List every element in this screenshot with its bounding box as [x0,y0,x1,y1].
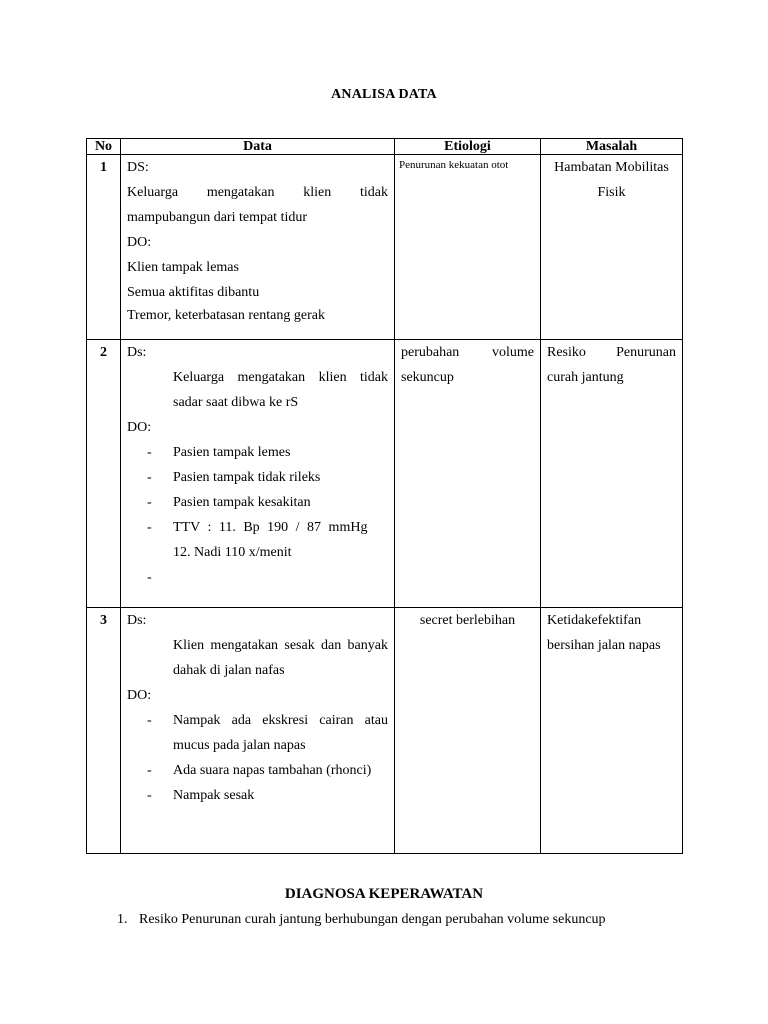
table-row [87,608,683,854]
bullet-dash: - [147,445,152,460]
ds-text: Keluarga mengatakan klien tidak mampubangun dari tempat tidur [127,185,388,225]
bullet-dash: - [147,520,152,535]
data-cell [121,608,395,854]
bullet-dash: - [147,763,152,778]
bullet-dash: - [147,470,152,485]
ds-label: Ds: [127,613,147,628]
do-label: DO: [127,235,152,250]
masalah-text: Hambatan Mobilitas Fisik [554,160,669,200]
bullet-item [127,758,388,783]
bullet-text: Nampak sesak [173,788,255,803]
diagnosa-item [117,912,606,928]
do-line: Semua aktifitas dibantu [127,285,260,300]
table-header-row [87,139,683,155]
bullet-item [127,490,388,515]
table-row [87,340,683,608]
etiologi-text: secret berlebihan [419,613,516,628]
bullet-text: Pasien tampak lemes [173,445,291,460]
vital-sign-line: 12. Nadi 110 x/menit [173,545,292,560]
header-masalah: Masalah [541,139,683,155]
bullet-dash: - [147,495,152,510]
analisa-data-table [86,138,683,854]
etiologi-cell [395,608,541,854]
bullet-item [127,465,388,490]
data-cell [121,340,395,608]
do-label: DO: [127,420,152,435]
row-number: 2 [87,340,121,608]
ds-text: Klien mengatakan sesak dan banyak dahak di jalan nafas [173,638,388,678]
do-line: Tremor, keterbatasan rentang gerak [127,308,325,323]
ds-text: Keluarga mengatakan klien tidak sadar saat dibwa ke rS [173,370,388,410]
etiologi-cell [395,340,541,608]
row-number: 1 [87,155,121,340]
masalah-text: Ketidakefektifan bersihan jalan napas [547,613,661,653]
row-number: 3 [87,608,121,854]
diagnosa-number: 1. [117,912,128,927]
ds-label: Ds: [127,345,147,360]
diagnosa-text: Resiko Penurunan curah jantung berhubungan dengan perubahan volume sekuncup [139,912,606,927]
header-no: No [87,139,121,155]
masalah-cell [541,340,683,608]
etiologi-text: perubahan volume sekuncup [401,345,534,385]
bullet-text: Ada suara napas tambahan (rhonci) [173,763,372,778]
masalah-text: Resiko Penurunan curah jantung [547,345,676,385]
bullet-text: Pasien tampak kesakitan [173,495,311,510]
ds-label: DS: [127,160,149,175]
do-label: DO: [127,688,152,703]
bullet-item [127,440,388,465]
bullet-dash: - [147,788,152,803]
bullet-text: Pasien tampak tidak rileks [173,470,321,485]
etiologi-text: Penurunan kekuatan otot [399,159,509,171]
bullet-dash: - [147,570,152,585]
header-etiologi: Etiologi [395,139,541,155]
bullet-item [127,515,388,540]
bullet-item [127,783,388,808]
bullet-item-empty [127,565,388,590]
bullet-item [127,708,388,758]
table-row [87,155,683,340]
data-cell [121,155,395,340]
bullet-text: TTV : 11. Bp 190 / 87 mmHg [173,520,368,535]
bullet-text: Nampak ada ekskresi cairan atau mucus pada jalan napas [173,713,388,753]
do-line: Klien tampak lemas [127,260,239,275]
header-data: Data [121,139,395,155]
page-title: ANALISA DATA [331,87,437,102]
masalah-cell [541,608,683,854]
diagnosa-title: DIAGNOSA KEPERAWATAN [284,886,484,902]
bullet-dash: - [147,713,152,728]
masalah-cell [541,155,683,340]
etiologi-cell [395,155,541,340]
